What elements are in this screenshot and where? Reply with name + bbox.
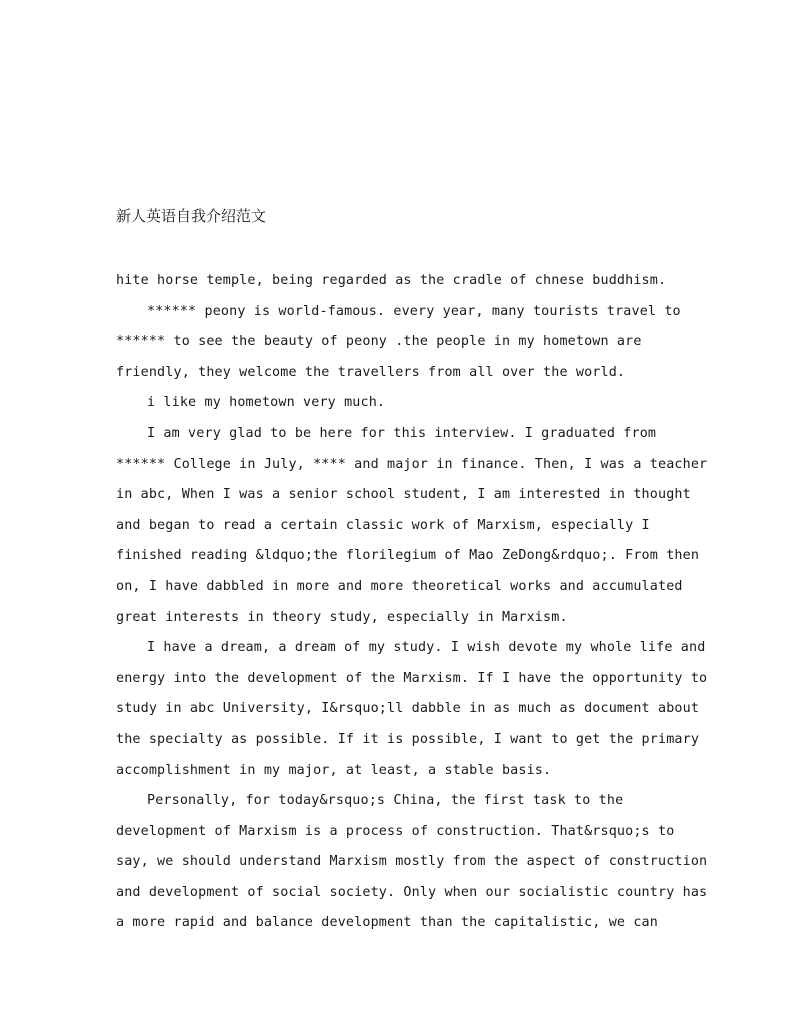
document-body	[116, 266, 708, 939]
page-title: 新人英语自我介绍范文	[116, 207, 267, 225]
text-line: I have a dream, a dream of my study. I wish devote my whole life and	[147, 640, 706, 656]
text-line: i like my hometown very much.	[147, 395, 386, 411]
text-line: ****** to see the beauty of peony .the people in my hometown are	[116, 334, 642, 350]
text-line: ****** peony is world-famous. every year, many tourists travel to	[147, 303, 681, 319]
text-line: great interests in theory study, especially in Marxism.	[116, 609, 568, 625]
text-line: the specialty as possible. If it is possible, I want to get the primary	[116, 731, 700, 747]
text-line: and development of social society. Only when our socialistic country has	[116, 884, 708, 900]
text-line: friendly, they welcome the travellers from all over the world.	[116, 364, 626, 380]
text-line: accomplishment in my major, at least, a stable basis.	[116, 762, 552, 778]
text-line: ****** College in July, **** and major in finance. Then, I was a teacher	[116, 456, 708, 472]
text-line: on, I have dabbled in more and more theoretical works and accumulated	[116, 578, 683, 594]
text-line: Personally, for today&rsquo;s China, the first task to the	[147, 793, 624, 809]
text-line: energy into the development of the Marxism. If I have the opportunity to	[116, 670, 708, 686]
text-line: development of Marxism is a process of construction. That&rsquo;s to	[116, 823, 675, 839]
text-line: and began to read a certain classic work of Marxism, especially I	[116, 517, 650, 533]
text-line: study in abc University, I&rsquo;ll dabble in as much as document about	[116, 701, 700, 717]
text-line: hite horse temple, being regarded as the cradle of chnese buddhism.	[116, 273, 667, 288]
text-line: say, we should understand Marxism mostly from the aspect of construction	[116, 854, 708, 870]
text-line: in abc, When I was a senior school student, I am interested in thought	[116, 487, 691, 503]
text-line: finished reading &ldquo;the florilegium of Mao ZeDong&rdquo;. From then	[116, 548, 700, 564]
text-line: I am very glad to be here for this interview. I graduated from	[147, 425, 657, 441]
text-line: a more rapid and balance development than the capitalistic, we can	[116, 915, 658, 931]
